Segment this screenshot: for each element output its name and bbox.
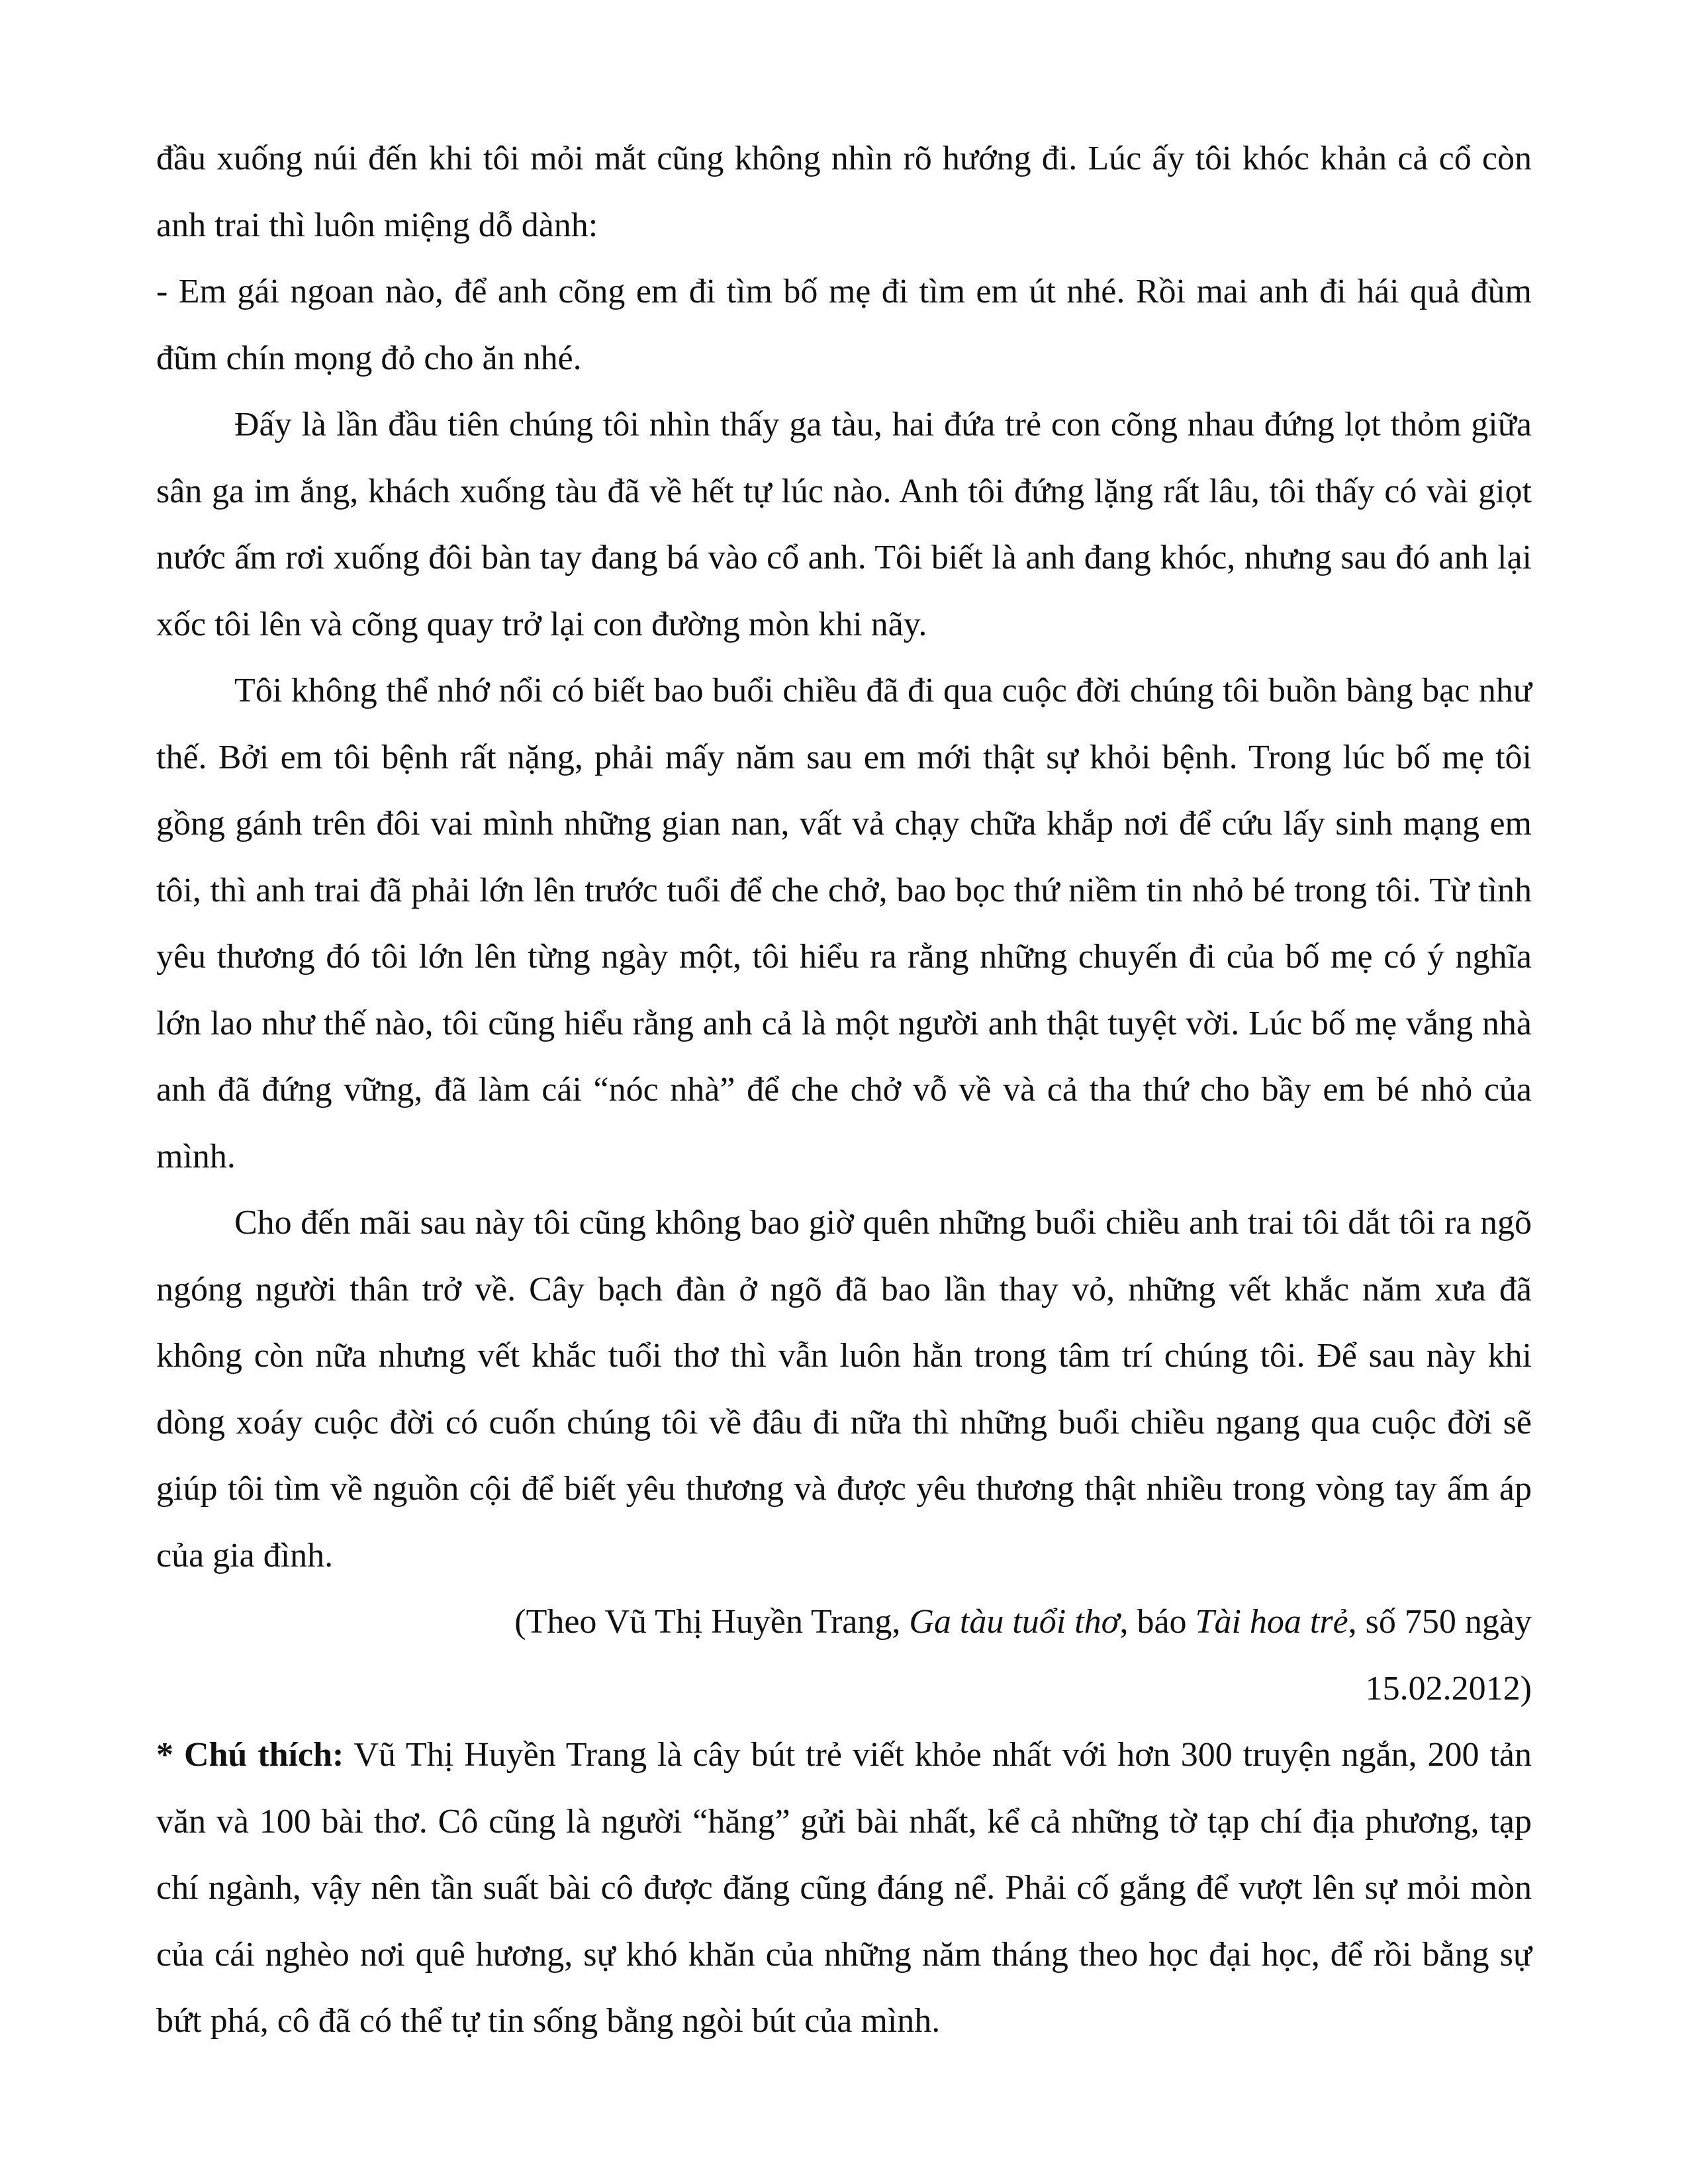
citation-newspaper: Tài hoa trẻ: [1195, 1603, 1348, 1641]
citation-date: 15.02.2012): [1365, 1669, 1532, 1707]
author-note: [156, 1722, 1532, 2055]
citation-suffix: , số 750 ngày: [1348, 1603, 1532, 1641]
paragraph-afternoons: Tôi không thể nhớ nổi có biết bao buổi chiều đã đi qua cuộc đời chúng tôi buồn bàng bạc như thế. Bởi em tôi bệnh rất nặng, phải mấy năm sau em mới thật sự khỏi bệnh. Trong lúc bố mẹ tôi gồng gánh trên đôi vai mình những gian nan, vất vả chạy chữa khắp nơi để cứu lấy sinh mạng em tôi, thì anh trai đã phải lớn lên trước tuổi để che chở, bao bọc thứ niềm tin nhỏ bé trong tôi. Từ tình yêu thương đó tôi lớn lên từng ngày một, tôi hiểu ra rằng những chuyến đi của bố mẹ có ý nghĩa lớn lao như thế nào, tôi cũng hiểu rằng anh cả là một người anh thật tuyệt vời. Lúc bố mẹ vắng nhà anh đã đứng vững, đã làm cái “nóc nhà” để che chở vỗ về và cả tha thứ cho bầy em bé nhỏ của mình.: [156, 672, 1532, 1175]
paragraph-memories: Cho đến mãi sau này tôi cũng không bao giờ quên những buổi chiều anh trai tôi dắt tôi ra ngõ ngóng người thân trở về. Cây bạch đàn ở ngõ đã bao lần thay vỏ, những vết khắc năm xưa đã không còn nữa nhưng vết khắc tuổi thơ thì vẫn luôn hằn trong tâm trí chúng tôi. Để sau này khi dòng xoáy cuộc đời có cuốn chúng tôi về đâu đi nữa thì những buổi chiều ngang qua cuộc đời sẽ giúp tôi tìm về nguồn cội để biết yêu thương và được yêu thương thật nhiều trong vòng tay ấm áp của gia đình.: [156, 1204, 1532, 1574]
paragraph-continuation: đầu xuống núi đến khi tôi mỏi mắt cũng không nhìn rõ hướng đi. Lúc ấy tôi khóc khản cả cổ còn anh trai thì luôn miệng dỗ dành:: [156, 140, 1532, 244]
citation-prefix: (Theo Vũ Thị Huyền Trang,: [514, 1603, 910, 1641]
note-text: Vũ Thị Huyền Trang là cây bút trẻ viết khỏe nhất với hơn 300 truyện ngắn, 200 tản văn và 100 bài thơ. Cô cũng là người “hăng” gửi bài nhất, kể cả những tờ tạp chí địa phương, tạp chí ngành, vậy nên tần suất bài cô được đăng cũng đáng nể. Phải cố gắng để vượt lên sự mỏi mòn của cái nghèo nơi quê hương, sự khó khăn của những năm tháng theo học đại học, để rồi bằng sự bứt phá, cô đã có thể tự tin sống bằng ngòi bút của mình.: [156, 1736, 1532, 2040]
citation-story-title: Ga tàu tuổi thơ: [909, 1603, 1120, 1641]
citation: [156, 1589, 1532, 1722]
paragraph-dialogue: - Em gái ngoan nào, để anh cõng em đi tìm bố mẹ đi tìm em út nhé. Rồi mai anh đi hái quả đùm đũm chín mọng đỏ cho ăn nhé.: [156, 273, 1532, 377]
paragraph-train-station: Đấy là lần đầu tiên chúng tôi nhìn thấy ga tàu, hai đứa trẻ con cõng nhau đứng lọt thỏm giữa sân ga im ắng, khách xuống tàu đã về hết tự lúc nào. Anh tôi đứng lặng rất lâu, tôi thấy có vài giọt nước ấm rơi xuống đôi bàn tay đang bá vào cổ anh. Tôi biết là anh đang khóc, nhưng sau đó anh lại xốc tôi lên và cõng quay trở lại con đường mòn khi nãy.: [156, 406, 1532, 643]
document-body: [156, 126, 1532, 2055]
citation-middle: , báo: [1119, 1603, 1196, 1641]
note-label: * Chú thích:: [156, 1736, 344, 1774]
